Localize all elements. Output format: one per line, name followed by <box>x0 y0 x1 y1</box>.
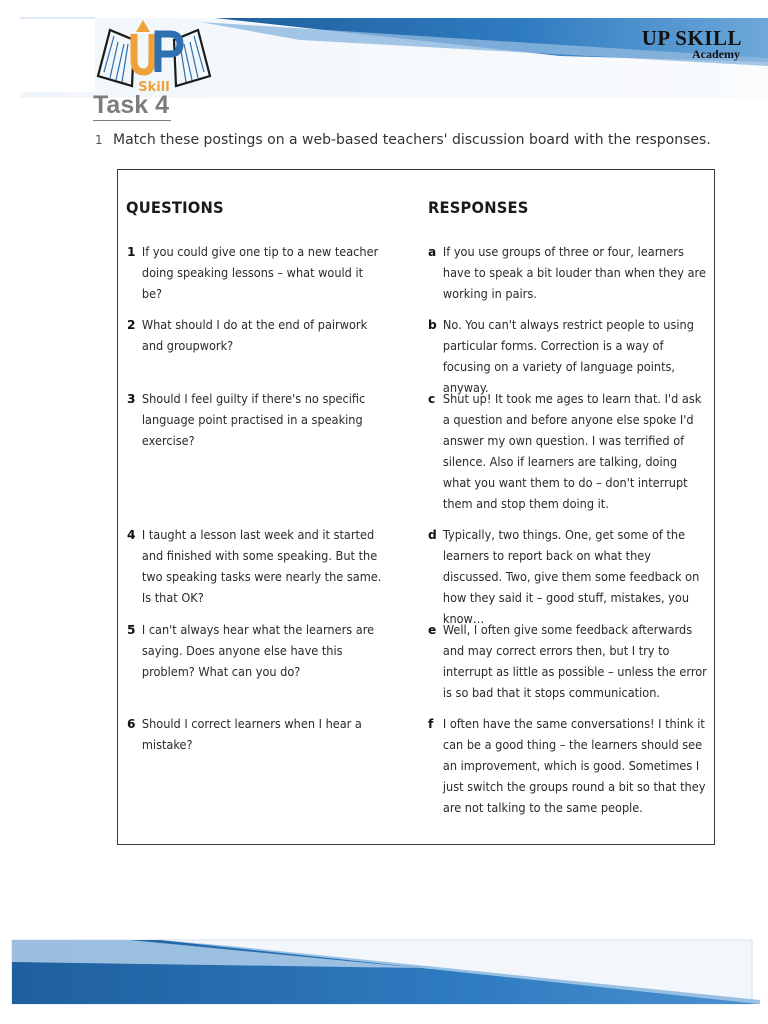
instruction-number: 1 <box>95 133 103 147</box>
response-label: c <box>428 392 436 406</box>
response-label: f <box>428 717 434 731</box>
response-text: If you use groups of three or four, learners have to speak a bit louder than when they are working in pairs. <box>442 245 706 301</box>
response-label: e <box>428 623 437 637</box>
question-text: Should I feel guilty if there's no specific language point practised in a speaking exercise? <box>141 392 366 448</box>
response-item <box>428 389 728 515</box>
response-text: Shut up! It took me ages to learn that. I'd ask a question and before anyone else spoke I'd answer my own question. I was terrified of silence. Also if learners are talking, doing what you want them to do – don't interrupt them and stop them doing it. <box>442 392 702 511</box>
instruction <box>95 132 711 148</box>
response-item <box>428 315 728 399</box>
response-item <box>428 620 728 704</box>
response-label: b <box>428 318 437 332</box>
logo-text: Skill <box>138 80 170 94</box>
question-item <box>127 525 405 609</box>
response-label: d <box>428 528 437 542</box>
question-item <box>127 714 405 756</box>
response-text: I often have the same conversations! I think it can be a good thing – the learners should see an improvement, which is good. Sometimes I just switch the groups round a bit so that they are not talking to the same people. <box>442 717 706 815</box>
question-label: 3 <box>127 392 136 406</box>
questions-heading: QUESTIONS <box>126 198 224 217</box>
question-label: 4 <box>127 528 136 542</box>
question-label: 2 <box>127 318 136 332</box>
response-item <box>428 242 728 305</box>
question-text: What should I do at the end of pairwork and groupwork? <box>141 318 368 353</box>
response-item <box>428 525 728 630</box>
footer-band <box>0 938 768 1008</box>
responses-heading: RESPONSES <box>428 198 529 217</box>
question-label: 1 <box>127 245 136 259</box>
instruction-text: Match these postings on a web-based teachers' discussion board with the responses. <box>113 132 711 148</box>
brand-subtitle: Academy <box>692 47 740 61</box>
question-item <box>127 242 405 305</box>
question-text: Should I correct learners when I hear a mistake? <box>141 717 362 752</box>
question-text: If you could give one tip to a new teacher doing speaking lessons – what would it be? <box>141 245 379 301</box>
response-label: a <box>428 245 437 259</box>
matching-exercise-box <box>117 169 715 845</box>
response-text: Well, I often give some feedback afterwards and may correct errors then, but I try to interrupt as little as possible – unless the error is so bad that it stops communication. <box>442 623 707 700</box>
question-item <box>127 315 405 357</box>
question-item <box>127 389 405 452</box>
question-text: I taught a lesson last week and it started and finished with some speaking. But the two speaking tasks were nearly the same. Is that OK? <box>141 528 382 605</box>
question-label: 6 <box>127 717 136 731</box>
question-label: 5 <box>127 623 136 637</box>
brand-block <box>642 28 742 60</box>
question-text: I can't always hear what the learners are saying. Does anyone else have this problem? What can you do? <box>141 623 375 679</box>
response-text: No. You can't always restrict people to using particular forms. Correction is a way of focusing on a variety of language points, anyway. <box>442 318 694 395</box>
response-text: Typically, two things. One, get some of the learners to report back on what they discussed. Two, give them some feedback on how they said it – good stuff, mistakes, you know… <box>442 528 700 626</box>
response-item <box>428 714 728 819</box>
academy-logo <box>92 20 216 94</box>
task-title: Task 4 <box>93 91 169 119</box>
brand-name: UP SKILL <box>641 26 742 50</box>
question-item <box>127 620 405 683</box>
